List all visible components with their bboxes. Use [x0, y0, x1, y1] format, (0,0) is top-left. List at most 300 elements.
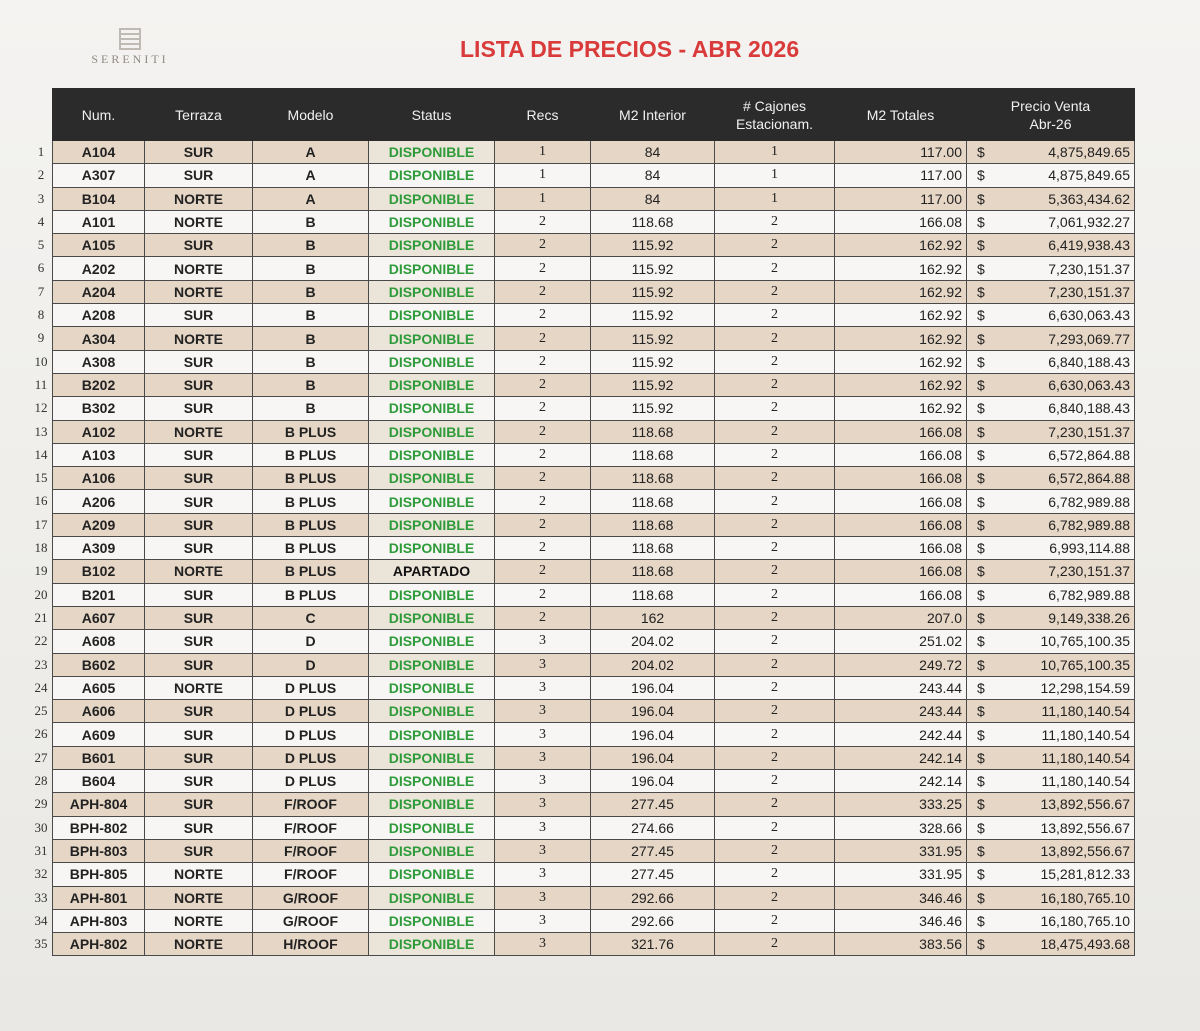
currency-symbol: $: [977, 540, 985, 557]
modelo-cell: B PLUS: [253, 490, 369, 513]
terraza-cell: SUR: [145, 467, 253, 490]
modelo-cell: B: [253, 210, 369, 233]
table-row: [53, 886, 1135, 909]
table-row: [53, 583, 1135, 606]
unit-number-cell: A606: [53, 700, 145, 723]
row-number: 26: [34, 726, 48, 742]
cajones-cell: 2: [715, 234, 835, 257]
precio-value: 13,892,556.67: [1040, 819, 1130, 836]
precio-cell: [967, 490, 1135, 513]
precio-cell: [967, 863, 1135, 886]
row-number: 29: [34, 796, 48, 812]
recs-cell: 3: [495, 863, 591, 886]
recs-cell: 3: [495, 816, 591, 839]
row-number: 1: [37, 144, 45, 159]
precio-value: 10,765,100.35: [1040, 633, 1130, 650]
status-cell: DISPONIBLE: [369, 909, 495, 932]
currency-symbol: $: [977, 330, 985, 347]
precio-cell: [967, 839, 1135, 862]
recs-cell: 3: [495, 909, 591, 932]
table-row: [53, 234, 1135, 257]
modelo-cell: B: [253, 304, 369, 327]
currency-symbol: $: [977, 679, 985, 696]
table-row: [53, 164, 1135, 187]
unit-number-cell: B202: [53, 373, 145, 396]
m2-interior-cell: 115.92: [591, 304, 715, 327]
table-row: [53, 210, 1135, 233]
terraza-cell: SUR: [145, 723, 253, 746]
row-number: 27: [34, 749, 48, 765]
m2-interior-cell: 204.02: [591, 630, 715, 653]
precio-cell: [967, 420, 1135, 443]
cajones-cell: 1: [715, 141, 835, 164]
precio-cell: [967, 700, 1135, 723]
row-number: 12: [34, 400, 48, 416]
precio-value: 7,230,151.37: [1048, 563, 1130, 580]
terraza-cell: NORTE: [145, 280, 253, 303]
precio-value: 11,180,140.54: [1041, 726, 1130, 743]
precio-cell: [967, 606, 1135, 629]
status-cell: DISPONIBLE: [369, 234, 495, 257]
modelo-cell: B PLUS: [253, 420, 369, 443]
cajones-cell: 2: [715, 397, 835, 420]
currency-symbol: $: [977, 493, 985, 510]
cajones-cell: 1: [715, 187, 835, 210]
modelo-cell: B: [253, 257, 369, 280]
m2-interior-cell: 196.04: [591, 676, 715, 699]
status-cell: DISPONIBLE: [369, 723, 495, 746]
currency-symbol: $: [977, 796, 985, 813]
m2-totales-cell: 207.0: [835, 606, 967, 629]
m2-totales-cell: 162.92: [835, 397, 967, 420]
cajones-cell: 2: [715, 467, 835, 490]
terraza-cell: NORTE: [145, 420, 253, 443]
m2-totales-cell: 117.00: [835, 141, 967, 164]
cajones-cell: 2: [715, 513, 835, 536]
recs-cell: 3: [495, 839, 591, 862]
m2-interior-cell: 118.68: [591, 443, 715, 466]
table-row: [53, 909, 1135, 932]
unit-number-cell: A609: [53, 723, 145, 746]
modelo-cell: F/ROOF: [253, 816, 369, 839]
modelo-cell: B: [253, 397, 369, 420]
cajones-cell: 2: [715, 350, 835, 373]
modelo-cell: D PLUS: [253, 700, 369, 723]
currency-symbol: $: [977, 423, 985, 440]
recs-cell: 2: [495, 443, 591, 466]
unit-number-cell: A102: [53, 420, 145, 443]
m2-interior-cell: 118.68: [591, 490, 715, 513]
status-cell: DISPONIBLE: [369, 397, 495, 420]
terraza-cell: NORTE: [145, 257, 253, 280]
row-number: 6: [37, 260, 45, 276]
logo-mark-icon: [119, 28, 141, 50]
terraza-cell: NORTE: [145, 886, 253, 909]
terraza-cell: SUR: [145, 397, 253, 420]
m2-totales-cell: 117.00: [835, 164, 967, 187]
terraza-cell: SUR: [145, 350, 253, 373]
m2-totales-cell: 166.08: [835, 210, 967, 233]
cajones-cell: 2: [715, 280, 835, 303]
row-number: 17: [34, 516, 48, 532]
currency-symbol: $: [977, 260, 985, 277]
m2-interior-cell: 196.04: [591, 770, 715, 793]
terraza-cell: SUR: [145, 513, 253, 536]
modelo-cell: B: [253, 280, 369, 303]
modelo-cell: B PLUS: [253, 583, 369, 606]
m2-interior-cell: 118.68: [591, 583, 715, 606]
table-row: [53, 839, 1135, 862]
m2-totales-cell: 331.95: [835, 839, 967, 862]
precio-value: 6,782,989.88: [1048, 586, 1130, 603]
table-row: [53, 700, 1135, 723]
col-header-m2-totales: M2 Totales: [835, 89, 967, 141]
modelo-cell: H/ROOF: [253, 933, 369, 956]
cajones-cell: 2: [715, 653, 835, 676]
terraza-cell: SUR: [145, 537, 253, 560]
row-number: 11: [34, 376, 48, 392]
precio-value: 6,840,188.43: [1048, 400, 1130, 417]
currency-symbol: $: [977, 214, 985, 231]
currency-symbol: $: [977, 656, 985, 673]
m2-totales-cell: 166.08: [835, 583, 967, 606]
row-number: 35: [34, 936, 48, 952]
recs-cell: 2: [495, 280, 591, 303]
m2-totales-cell: 162.92: [835, 350, 967, 373]
currency-symbol: $: [977, 307, 985, 324]
modelo-cell: F/ROOF: [253, 839, 369, 862]
cajones-cell: 2: [715, 210, 835, 233]
m2-interior-cell: 115.92: [591, 257, 715, 280]
table-row: [53, 490, 1135, 513]
m2-interior-cell: 84: [591, 141, 715, 164]
m2-interior-cell: 196.04: [591, 723, 715, 746]
precio-cell: [967, 816, 1135, 839]
unit-number-cell: B302: [53, 397, 145, 420]
status-cell: DISPONIBLE: [369, 280, 495, 303]
col-header-m2-interior: M2 Interior: [591, 89, 715, 141]
recs-cell: 3: [495, 676, 591, 699]
unit-number-cell: APH-802: [53, 933, 145, 956]
precio-value: 11,180,140.54: [1041, 703, 1130, 720]
row-number: 19: [34, 563, 48, 579]
terraza-cell: SUR: [145, 746, 253, 769]
currency-symbol: $: [977, 563, 985, 580]
precio-cell: [967, 560, 1135, 583]
precio-cell: [967, 164, 1135, 187]
cajones-cell: 2: [715, 327, 835, 350]
precio-cell: [967, 537, 1135, 560]
precio-value: 4,875,849.65: [1048, 144, 1130, 161]
table-row: [53, 793, 1135, 816]
recs-cell: 2: [495, 257, 591, 280]
m2-interior-cell: 277.45: [591, 793, 715, 816]
m2-interior-cell: 84: [591, 187, 715, 210]
modelo-cell: A: [253, 187, 369, 210]
status-cell: DISPONIBLE: [369, 304, 495, 327]
table-row: [53, 770, 1135, 793]
recs-cell: 2: [495, 490, 591, 513]
unit-number-cell: APH-804: [53, 793, 145, 816]
currency-symbol: $: [977, 912, 985, 929]
unit-number-cell: A605: [53, 676, 145, 699]
precio-value: 11,180,140.54: [1041, 773, 1130, 790]
modelo-cell: F/ROOF: [253, 793, 369, 816]
col-header-precio: [967, 89, 1135, 141]
currency-symbol: $: [977, 470, 985, 487]
recs-cell: 2: [495, 583, 591, 606]
unit-number-cell: A103: [53, 443, 145, 466]
recs-cell: 3: [495, 770, 591, 793]
cajones-cell: 2: [715, 839, 835, 862]
precio-value: 6,993,114.88: [1049, 540, 1130, 557]
m2-interior-cell: 321.76: [591, 933, 715, 956]
precio-cell: [967, 933, 1135, 956]
col-header-modelo: Modelo: [253, 89, 369, 141]
modelo-cell: B PLUS: [253, 560, 369, 583]
cajones-cell: 2: [715, 676, 835, 699]
cajones-cell: 2: [715, 373, 835, 396]
modelo-cell: D PLUS: [253, 746, 369, 769]
table-row: [53, 676, 1135, 699]
recs-cell: 2: [495, 397, 591, 420]
status-cell: DISPONIBLE: [369, 676, 495, 699]
modelo-cell: D PLUS: [253, 770, 369, 793]
precio-value: 6,572,864.88: [1048, 447, 1130, 463]
table-row: [53, 537, 1135, 560]
terraza-cell: SUR: [145, 630, 253, 653]
status-cell: DISPONIBLE: [369, 257, 495, 280]
table-row: [53, 280, 1135, 303]
recs-cell: 3: [495, 933, 591, 956]
precio-cell: [967, 304, 1135, 327]
cajones-cell: 2: [715, 886, 835, 909]
m2-totales-cell: 166.08: [835, 560, 967, 583]
terraza-cell: SUR: [145, 700, 253, 723]
currency-symbol: $: [977, 843, 985, 860]
status-cell: DISPONIBLE: [369, 886, 495, 909]
precio-cell: [967, 327, 1135, 350]
precio-cell: [967, 723, 1135, 746]
precio-value: 13,892,556.67: [1040, 843, 1130, 860]
row-number: 23: [34, 656, 48, 672]
row-number: 21: [34, 609, 48, 625]
status-cell: DISPONIBLE: [369, 373, 495, 396]
precio-cell: [967, 443, 1135, 466]
row-number: 9: [37, 330, 45, 346]
m2-totales-cell: 166.08: [835, 443, 967, 466]
status-cell: DISPONIBLE: [369, 187, 495, 210]
precio-value: 6,840,188.43: [1048, 353, 1130, 370]
currency-symbol: $: [977, 190, 985, 207]
m2-totales-cell: 328.66: [835, 816, 967, 839]
precio-cell: [967, 653, 1135, 676]
row-number: 22: [34, 633, 48, 649]
currency-symbol: $: [977, 633, 985, 650]
recs-cell: 1: [495, 164, 591, 187]
table-row: [53, 397, 1135, 420]
precio-value: 13,892,556.67: [1040, 796, 1130, 813]
table-row: [53, 373, 1135, 396]
terraza-cell: SUR: [145, 583, 253, 606]
currency-symbol: $: [977, 144, 985, 161]
precio-cell: [967, 350, 1135, 373]
status-cell: DISPONIBLE: [369, 793, 495, 816]
m2-interior-cell: 204.02: [591, 653, 715, 676]
cajones-cell: 2: [715, 933, 835, 956]
recs-cell: 3: [495, 700, 591, 723]
cajones-cell: 2: [715, 443, 835, 466]
brand-logo: [70, 28, 190, 67]
currency-symbol: $: [977, 936, 985, 953]
modelo-cell: D: [253, 653, 369, 676]
m2-interior-cell: 118.68: [591, 537, 715, 560]
currency-symbol: $: [977, 447, 985, 463]
cajones-cell: 2: [715, 304, 835, 327]
precio-cell: [967, 909, 1135, 932]
precio-cell: [967, 630, 1135, 653]
m2-interior-cell: 196.04: [591, 700, 715, 723]
recs-cell: 3: [495, 630, 591, 653]
modelo-cell: B PLUS: [253, 513, 369, 536]
status-cell: DISPONIBLE: [369, 583, 495, 606]
m2-totales-cell: 242.14: [835, 746, 967, 769]
col-header-status: Status: [369, 89, 495, 141]
precio-cell: [967, 187, 1135, 210]
terraza-cell: SUR: [145, 164, 253, 187]
row-number-gutter: [30, 140, 52, 955]
terraza-cell: NORTE: [145, 909, 253, 932]
table-row: [53, 863, 1135, 886]
col-header-precio-line2: Abr-26: [1029, 115, 1072, 132]
m2-interior-cell: 162: [591, 606, 715, 629]
precio-cell: [967, 373, 1135, 396]
currency-symbol: $: [977, 726, 985, 743]
terraza-cell: SUR: [145, 839, 253, 862]
precio-value: 5,363,434.62: [1048, 190, 1130, 207]
row-number: 3: [37, 190, 45, 206]
modelo-cell: B PLUS: [253, 443, 369, 466]
modelo-cell: B: [253, 373, 369, 396]
m2-interior-cell: 118.68: [591, 467, 715, 490]
m2-interior-cell: 277.45: [591, 839, 715, 862]
currency-symbol: $: [977, 283, 985, 300]
unit-number-cell: A608: [53, 630, 145, 653]
modelo-cell: B: [253, 327, 369, 350]
currency-symbol: $: [977, 819, 985, 836]
recs-cell: 2: [495, 513, 591, 536]
precio-value: 6,630,063.43: [1048, 307, 1130, 324]
table-row: [53, 560, 1135, 583]
m2-totales-cell: 383.56: [835, 933, 967, 956]
precio-value: 16,180,765.10: [1040, 889, 1130, 906]
terraza-cell: NORTE: [145, 210, 253, 233]
unit-number-cell: B604: [53, 770, 145, 793]
recs-cell: 2: [495, 304, 591, 327]
row-number: 2: [37, 167, 45, 183]
modelo-cell: D PLUS: [253, 676, 369, 699]
table-row: [53, 420, 1135, 443]
table-body: [53, 141, 1135, 956]
status-cell: DISPONIBLE: [369, 816, 495, 839]
m2-interior-cell: 118.68: [591, 560, 715, 583]
m2-interior-cell: 292.66: [591, 886, 715, 909]
unit-number-cell: B102: [53, 560, 145, 583]
terraza-cell: NORTE: [145, 327, 253, 350]
terraza-cell: SUR: [145, 234, 253, 257]
unit-number-cell: A308: [53, 350, 145, 373]
table-row: [53, 746, 1135, 769]
status-cell: DISPONIBLE: [369, 327, 495, 350]
currency-symbol: $: [977, 703, 985, 720]
unit-number-cell: A209: [53, 513, 145, 536]
recs-cell: 3: [495, 886, 591, 909]
currency-symbol: $: [977, 400, 985, 417]
precio-value: 16,180,765.10: [1040, 912, 1130, 929]
modelo-cell: A: [253, 164, 369, 187]
modelo-cell: G/ROOF: [253, 909, 369, 932]
currency-symbol: $: [977, 516, 985, 533]
table-row: [53, 141, 1135, 164]
row-number: 14: [34, 446, 48, 462]
status-cell: DISPONIBLE: [369, 210, 495, 233]
unit-number-cell: APH-801: [53, 886, 145, 909]
status-cell: DISPONIBLE: [369, 606, 495, 629]
currency-symbol: $: [977, 167, 985, 184]
cajones-cell: 2: [715, 723, 835, 746]
terraza-cell: SUR: [145, 770, 253, 793]
precio-value: 6,782,989.88: [1048, 516, 1130, 533]
col-header-num: Num.: [53, 89, 145, 141]
m2-interior-cell: 115.92: [591, 397, 715, 420]
precio-value: 7,230,151.37: [1048, 283, 1130, 300]
precio-value: 10,765,100.35: [1040, 656, 1130, 673]
col-header-cajones-line1: # Cajones: [742, 97, 807, 114]
terraza-cell: SUR: [145, 490, 253, 513]
status-cell: DISPONIBLE: [369, 746, 495, 769]
m2-interior-cell: 115.92: [591, 327, 715, 350]
m2-interior-cell: 115.92: [591, 350, 715, 373]
unit-number-cell: B602: [53, 653, 145, 676]
cajones-cell: 2: [715, 793, 835, 816]
m2-interior-cell: 274.66: [591, 816, 715, 839]
modelo-cell: B: [253, 350, 369, 373]
unit-number-cell: BPH-805: [53, 863, 145, 886]
precio-value: 6,572,864.88: [1048, 470, 1130, 487]
modelo-cell: D: [253, 630, 369, 653]
status-cell: DISPONIBLE: [369, 490, 495, 513]
modelo-cell: C: [253, 606, 369, 629]
unit-number-cell: B201: [53, 583, 145, 606]
m2-totales-cell: 331.95: [835, 863, 967, 886]
m2-totales-cell: 242.14: [835, 770, 967, 793]
unit-number-cell: BPH-802: [53, 816, 145, 839]
col-header-cajones-line2: Estacionam.: [735, 115, 814, 132]
status-cell: DISPONIBLE: [369, 630, 495, 653]
table-row: [53, 304, 1135, 327]
col-header-cajones: [715, 89, 835, 141]
table-row: [53, 723, 1135, 746]
col-header-precio-line1: Precio Venta: [1010, 97, 1091, 114]
cajones-cell: 2: [715, 537, 835, 560]
recs-cell: 3: [495, 653, 591, 676]
row-number: 24: [34, 679, 48, 695]
precio-value: 6,419,938.43: [1048, 237, 1130, 254]
status-cell: DISPONIBLE: [369, 933, 495, 956]
row-number: 8: [37, 307, 45, 323]
table-row: [53, 443, 1135, 466]
precio-value: 11,180,140.54: [1041, 749, 1130, 766]
